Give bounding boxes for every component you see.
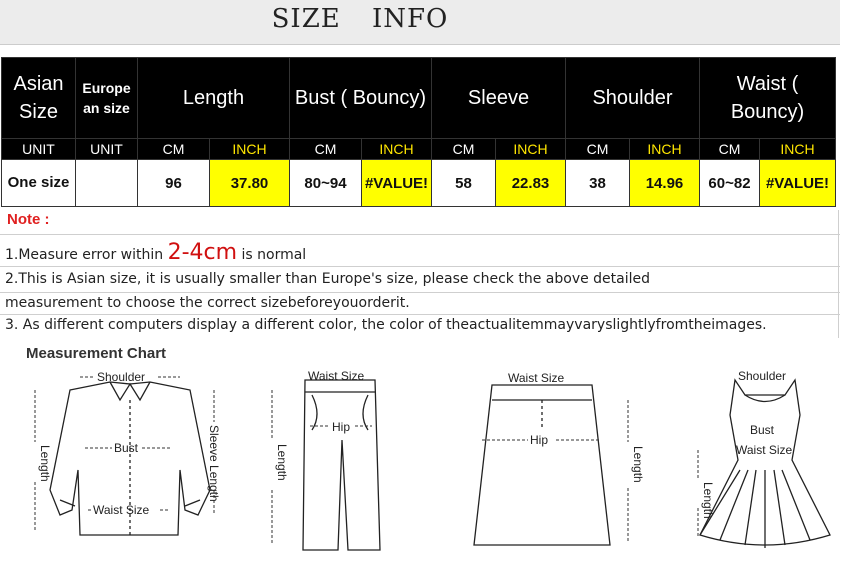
- divider: [0, 234, 840, 235]
- note-line-1: [5, 240, 306, 265]
- bust-cm: 80~94: [290, 160, 362, 207]
- asian-size-value: One size: [2, 160, 76, 207]
- length-cm: 96: [138, 160, 210, 207]
- note-heading: Note :: [7, 211, 50, 228]
- shoulder-cm: 38: [566, 160, 630, 207]
- europe-size-header: Europe an size: [76, 58, 138, 139]
- unit-cell: INCH: [362, 139, 432, 160]
- skirt-diagram: [474, 385, 610, 545]
- divider: [0, 314, 840, 315]
- skirt-waist-size-label: Waist Size: [508, 371, 565, 385]
- shoulder-header: Shoulder: [566, 58, 700, 139]
- shoulder-label: Shoulder: [97, 370, 146, 384]
- size-table: [1, 57, 836, 207]
- header-row: [2, 58, 836, 139]
- waist-inch: #VALUE!: [760, 160, 836, 207]
- shoulder-inch: 14.96: [630, 160, 700, 207]
- length-header: Length: [138, 58, 290, 139]
- unit-cell: INCH: [630, 139, 700, 160]
- sleeve-inch: 22.83: [496, 160, 566, 207]
- note-text: is normal: [237, 247, 307, 263]
- bust-header: Bust ( Bouncy): [290, 58, 432, 139]
- dress-shoulder-label: Shoulder: [738, 369, 787, 383]
- measurement-chart: [0, 360, 842, 570]
- data-row: [2, 160, 836, 207]
- pants-waist-size-label: Waist Size: [308, 369, 365, 383]
- skirt-hip-label: Hip: [530, 433, 549, 447]
- sleeve-cm: 58: [432, 160, 496, 207]
- unit-cell: CM: [700, 139, 760, 160]
- unit-cell: CM: [138, 139, 210, 160]
- sleeve-length-label: Sleeve Length: [207, 425, 221, 502]
- asian-size-header: Asian Size: [2, 58, 76, 139]
- europe-size-value: [76, 160, 138, 207]
- sleeve-header: Sleeve: [432, 58, 566, 139]
- divider: [0, 292, 840, 293]
- title-bar: [0, 0, 840, 45]
- note-line-3: 3. As different computers display a different color, the color of theactualitemmayvaryslightlyfromtheimages.: [5, 317, 767, 333]
- note-highlight: 2-4cm: [167, 240, 238, 265]
- dress-length-label: Length: [701, 482, 715, 519]
- bust-label: Bust: [114, 441, 139, 455]
- length-label: Length: [38, 445, 52, 482]
- divider: [838, 210, 839, 338]
- unit-cell: CM: [566, 139, 630, 160]
- unit-cell: INCH: [496, 139, 566, 160]
- unit-cell: INCH: [210, 139, 290, 160]
- measurement-chart-title: Measurement Chart: [26, 345, 167, 362]
- unit-cell: UNIT: [76, 139, 138, 160]
- unit-cell: CM: [432, 139, 496, 160]
- length-inch: 37.80: [210, 160, 290, 207]
- note-line-2a: 2.This is Asian size, it is usually smaller than Europe's size, please check the above detailed: [5, 271, 651, 287]
- waist-header: Waist ( Bouncy): [700, 58, 836, 139]
- dress-bust-label: Bust: [750, 423, 775, 437]
- pants-diagram: [303, 380, 380, 550]
- divider: [0, 266, 840, 267]
- bust-inch: #VALUE!: [362, 160, 432, 207]
- dress-diagram: [700, 380, 830, 548]
- pants-hip-label: Hip: [332, 420, 351, 434]
- waist-size-label: Waist Size: [93, 503, 150, 517]
- unit-cell: INCH: [760, 139, 836, 160]
- unit-cell: UNIT: [2, 139, 76, 160]
- waist-cm: 60~82: [700, 160, 760, 207]
- note-text: 1.Measure error within: [5, 247, 168, 263]
- unit-cell: CM: [290, 139, 362, 160]
- dress-waist-size-label: Waist Size: [736, 443, 793, 457]
- skirt-length-label: Length: [631, 446, 645, 483]
- note-line-2b: measurement to choose the correct sizebeforeyouorderit.: [5, 295, 410, 311]
- page-title: SIZE INFO: [271, 4, 449, 34]
- pants-length-label: Length: [275, 444, 289, 481]
- unit-row: [2, 139, 836, 160]
